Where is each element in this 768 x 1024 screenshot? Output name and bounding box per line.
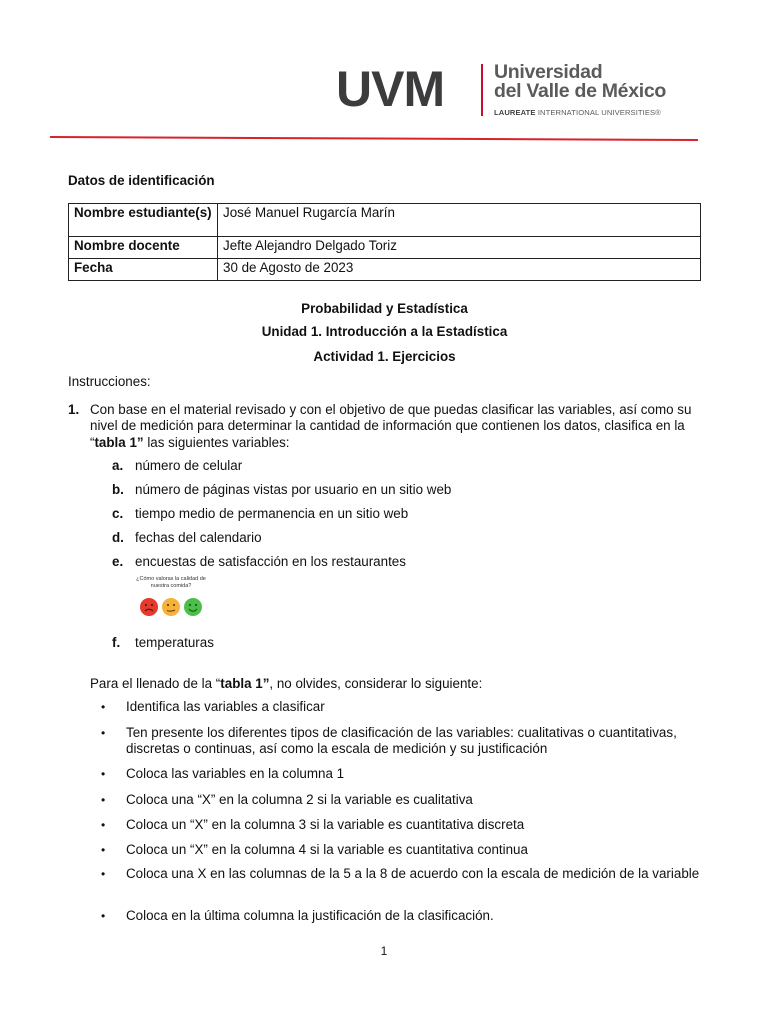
question-text <box>90 402 702 451</box>
bullet-glyph: • <box>101 700 106 714</box>
list-item: Coloca un “X” en la columna 4 si la variable es cuantitativa continua <box>126 842 528 857</box>
laureate-bold: LAUREATE <box>494 108 536 117</box>
bullet-glyph: • <box>101 726 106 740</box>
survey-caption: ¿Cómo valoras la calidad de nuestra comida? <box>136 576 206 589</box>
list-item: encuestas de satisfacción en los restaurantes <box>135 554 406 569</box>
question-text-bold: tabla 1” <box>94 434 144 450</box>
fill-note-bold: tabla 1” <box>220 676 270 691</box>
happy-face-icon <box>184 598 202 616</box>
ident-value: José Manuel Rugarcía Marín <box>218 204 701 237</box>
survey-image <box>136 576 206 622</box>
header-red-line <box>50 130 698 144</box>
ident-label: Nombre docente <box>69 237 218 259</box>
list-item-letter: c. <box>112 506 124 521</box>
fill-note-before: Para el llenado de la “ <box>90 676 221 691</box>
list-item: Coloca una “X” en la columna 2 si la variable es cualitativa <box>126 792 473 807</box>
list-item: Ten presente los diferentes tipos de clasificación de las variables: cualitativas o cuantitativas, discretas o continuas, así como la escala de medición y su justificación <box>126 725 677 757</box>
list-item: fechas del calendario <box>135 530 262 545</box>
list-item: número de páginas vistas por usuario en un sitio web <box>135 482 452 497</box>
list-item-letter: a. <box>112 458 124 473</box>
bullet-glyph: • <box>101 767 106 781</box>
bullet-glyph: • <box>101 867 106 881</box>
activity-title: Actividad 1. Ejercicios <box>313 349 456 364</box>
bullet-glyph: • <box>101 818 106 832</box>
ident-label: Nombre estudiante(s) <box>69 204 218 237</box>
fill-note <box>90 676 482 691</box>
instructions-label: Instrucciones: <box>68 374 151 389</box>
list-item: Coloca las variables en la columna 1 <box>126 766 345 781</box>
list-item: número de celular <box>135 458 243 473</box>
table-row <box>69 204 701 237</box>
logo-divider <box>481 64 483 116</box>
question-text-before: Con base en el material revisado y con el objetivo de que puedas clasificar las variables, así como su nivel de medición para determinar la cantidad de información que contienen los datos, clasifica en la “ <box>90 402 692 450</box>
laureate-tagline <box>494 108 661 117</box>
laureate-rest: INTERNATIONAL UNIVERSITIES® <box>537 108 661 117</box>
ident-table <box>68 203 701 281</box>
list-item-letter: b. <box>112 482 124 497</box>
sad-face-icon <box>140 598 158 616</box>
list-item-letter: d. <box>112 530 124 545</box>
course-title: Probabilidad y Estadística <box>301 301 468 316</box>
ident-label: Fecha <box>69 259 218 281</box>
neutral-face-icon <box>162 598 180 616</box>
list-item: Identifica las variables a clasificar <box>126 699 325 714</box>
bullet-glyph: • <box>101 843 106 857</box>
university-name-line1: Universidad <box>494 61 603 83</box>
uvm-logo <box>336 60 468 116</box>
face-icons <box>136 576 206 622</box>
university-name-line2: del Valle de México <box>494 80 667 102</box>
list-item: tiempo medio de permanencia en un sitio web <box>135 506 409 521</box>
list-item-letter: e. <box>112 554 124 569</box>
list-item-letter: f. <box>112 635 121 650</box>
ident-value: 30 de Agosto de 2023 <box>218 259 701 281</box>
list-item: Coloca en la última columna la justificación de la clasificación. <box>126 908 494 923</box>
bullet-glyph: • <box>101 909 106 923</box>
question-number: 1. <box>68 402 80 417</box>
list-item: Coloca una X en las columnas de la 5 a la 8 de acuerdo con la escala de medición de la variable <box>126 866 700 881</box>
fill-note-after: , no olvides, considerar lo siguiente: <box>269 676 483 691</box>
page-number: 1 <box>380 944 388 958</box>
ident-value: Jefte Alejandro Delgado Toriz <box>218 237 701 259</box>
table-row <box>69 259 701 281</box>
uvm-logo-text: UVM <box>336 61 445 116</box>
table-row <box>69 237 701 259</box>
question-text-after: las siguientes variables: <box>143 434 290 450</box>
unit-title: Unidad 1. Introducción a la Estadística <box>261 324 508 339</box>
list-item: Coloca un “X” en la columna 3 si la variable es cuantitativa discreta <box>126 817 525 832</box>
bullet-glyph: • <box>101 793 106 807</box>
list-item: temperaturas <box>135 635 214 650</box>
ident-title: Datos de identificación <box>68 173 215 188</box>
